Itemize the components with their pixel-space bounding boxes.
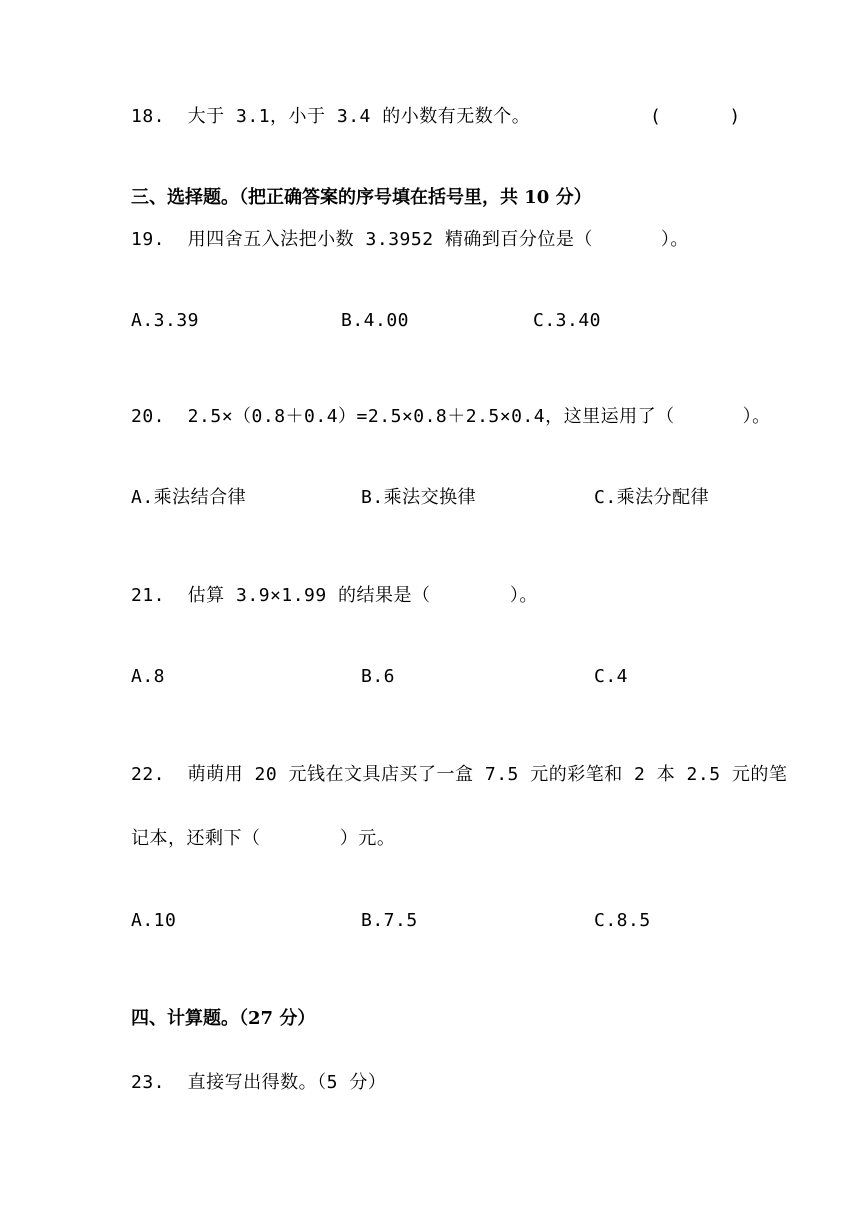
question-21-text: 21. 估算 3.9×1.99 的结果是（ ）。 — [131, 585, 538, 606]
option-b: B.6 — [361, 666, 396, 687]
question-19-text: 19. 用四舍五入法把小数 3.3952 精确到百分位是（ ）。 — [131, 229, 689, 250]
option-c: C.3.40 — [533, 310, 602, 331]
option-a: A.8 — [131, 666, 166, 687]
question-22-text-line-1: 22. 萌萌用 20 元钱在文具店买了一盒 7.5 元的彩笔和 2 本 2.5 元的笔 — [131, 764, 788, 785]
option-c: C.4 — [594, 666, 629, 687]
question-20-text: 20. 2.5×（0.8＋0.4）=2.5×0.8＋2.5×0.4，这里运用了（ ）。 — [131, 406, 771, 427]
option-a: A.10 — [131, 910, 177, 931]
question-22-text-line-2: 记本，还剩下（ ）元。 — [131, 828, 396, 849]
option-a: A.乘法结合律 — [131, 487, 247, 508]
option-b: B.7.5 — [361, 910, 418, 931]
option-a: A.3.39 — [131, 310, 200, 331]
option-b: B.乘法交换律 — [361, 487, 477, 508]
section-3-title: 三、选择题。（把正确答案的序号填在括号里，共 10 分） — [131, 187, 592, 208]
option-c: C.乘法分配律 — [594, 487, 710, 508]
question-18-text: 18. 大于 3.1，小于 3.4 的小数有无数个。 — [131, 106, 531, 127]
option-c: C.8.5 — [594, 910, 651, 931]
section-4-title: 四、计算题。（27 分） — [131, 1008, 316, 1029]
option-b: B.4.00 — [341, 310, 410, 331]
question-23-text: 23. 直接写出得数。（5 分） — [131, 1072, 387, 1093]
answer-parentheses: ( ) — [650, 106, 741, 127]
